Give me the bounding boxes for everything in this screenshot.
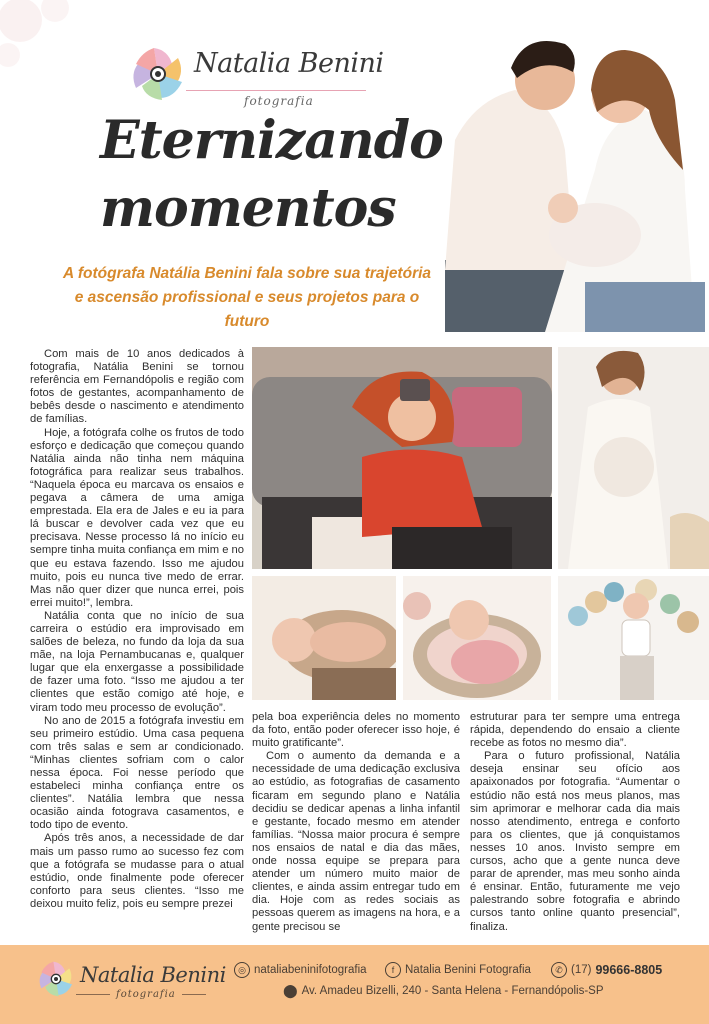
- pinwheel-logo-icon: [36, 959, 76, 999]
- paragraph: Com mais de 10 anos dedicados à fotografia, Natália Benini se tornou referência em Fernandópolis e região com fotos de gestantes, acompanhamento de bebês desde o nascimento e atendimento de famílias.: [30, 348, 244, 426]
- address-text: Av. Amadeu Bizelli, 240 - Santa Helena - Fernandópolis-SP: [301, 985, 604, 997]
- instagram-contact[interactable]: [234, 962, 367, 978]
- facebook-contact[interactable]: [385, 962, 531, 978]
- article-subtitle: A fotógrafa Natália Benini fala sobre sua trajetória e ascensão profissional e seus projetos para o futuro: [62, 265, 432, 330]
- instagram-handle: nataliabeninifotografia: [254, 964, 367, 976]
- article-column-2: [252, 711, 460, 934]
- phone-contact[interactable]: [551, 962, 662, 978]
- footer-bar: [0, 945, 709, 1024]
- facebook-icon: f: [385, 962, 401, 978]
- brand-rule: [186, 90, 366, 91]
- headline-line-2: momentos: [100, 178, 396, 239]
- instagram-icon: ◎: [234, 962, 250, 978]
- newborn-fur-photo: [252, 576, 396, 700]
- whatsapp-icon: ✆: [551, 962, 567, 978]
- paragraph: Com o aumento da demanda e a necessidade de uma dedicação exclusiva ao estúdio, as fotografias de casamento ficaram em segundo plano e Natália decidiu se dedicar apenas a linha infantil e gestante, focado mesmo em atender famílias. “Nossa maior procura é sempre nos ensaios de natal e dia das mães, onde nossa equipe se prepara para atender um número muito maior de clientes, e ainda assim entregar tudo em dia. Hoje com as redes sociais as pessoas querem as imagens na hora, e a gente precisou se: [252, 750, 460, 933]
- facebook-page: Natalia Benini Fotografia: [405, 964, 531, 976]
- article-column-1: [30, 348, 244, 911]
- footer-brand-logo: [36, 953, 226, 1009]
- paragraph: estruturar para ter sempre uma entrega rápida, dependendo do ensaio a cliente recebe as fotos no mesmo dia”.: [470, 711, 680, 750]
- paragraph: pela boa experiência deles no momento da foto, então poder oferecer isso hoje, é muito gratificante”.: [252, 711, 460, 750]
- footer-brand-name: Natalia Benini: [80, 963, 226, 987]
- paragraph: Para o futuro profissional, Natália deseja ensinar seu ofício aos apaixonados por fotografia. “Aumentar o estúdio não está nos meus planos, mas sim aprimorar e melhorar cada dia mais nosso atendimento, entrega e conforto para os clientes, que já conquistamos nesses 10 anos. Invisto sempre em cursos, acho que a gente nunca deve parar de aprender, mas meu sonho ainda é ensinar. Então, futuramente me vejo palestrando sobre fotografia e abrindo cursos tanto online quanto presencial”, finaliza.: [470, 750, 680, 933]
- paragraph: Natália conta que no início de sua carreira o estúdio era improvisado em salões de beleza, no fundo da loja da sua mãe, na loja Pernambucanas e, qualquer lugar que ela enxergasse a possibilidade de fazer uma foto. “Isso me ajudou a ter clientes que estão comigo até hoje, e viram todo meu processo de evolução”.: [30, 609, 244, 714]
- brand-name: Natalia Benini: [194, 48, 384, 79]
- family-portrait-photo: [445, 20, 709, 332]
- article-column-3: [470, 711, 680, 934]
- pinwheel-logo-icon: [128, 44, 188, 104]
- decorative-flower: [0, 0, 100, 80]
- brand-logo: [128, 42, 384, 108]
- phone-ddd: (17): [571, 964, 592, 976]
- headline-line-1: Eternizando: [100, 110, 443, 171]
- footer-brand-subtitle: fotografia: [110, 989, 182, 1000]
- paragraph: Hoje, a fotógrafa colhe os frutos de todo esforço e dedicação que começou quando Natália ainda não tinha nem máquina fotográfica para realizar seus trabalhos. “Naquela época eu marcava os ensaios e pegava a câmera de uma amiga emprestada. Ela era de Jales e eu ia para lá buscar e devolver cada vez que eu precisava. Nesse processo lá no início eu sempre tinha muita confiança em mim e no que eu estava fazendo. Isso me ajudou muito, pois eu nunca tive medo de errar. Mas não quer dizer que nunca errei, pois errei muito!”, lembra.: [30, 426, 244, 609]
- photographer-sofa-photo: [252, 347, 552, 569]
- pregnant-woman-photo: [558, 347, 709, 569]
- paragraph: Após três anos, a necessidade de dar mais um passo rumo ao sucesso fez com que a fotógrafa se mudasse para o atual estúdio, onde finalmente pode oferecer conforto para seus clientes. “Isso me deixou muito feliz, pois eu sempre prezei: [30, 832, 244, 910]
- newborn-basket-photo: [403, 576, 551, 700]
- phone-number: 99666-8805: [595, 963, 663, 977]
- paragraph: No ano de 2015 a fotógrafa investiu em seu primeiro estúdio. Uma casa pequena com três salas e sem ar condicionado. “Minhas clientes sofriam com o calor nessa época. Foi nesse período que estabeleci minha confiança entre os clientes”. Natália lembra que nessa ocasião ainda fotograva casamentos, e todo tipo de evento.: [30, 714, 244, 832]
- address-contact: [283, 983, 604, 999]
- brand-subtitle: fotografia: [238, 94, 320, 108]
- location-pin-icon: ⬤: [283, 983, 298, 998]
- baby-balloons-photo: [558, 576, 709, 700]
